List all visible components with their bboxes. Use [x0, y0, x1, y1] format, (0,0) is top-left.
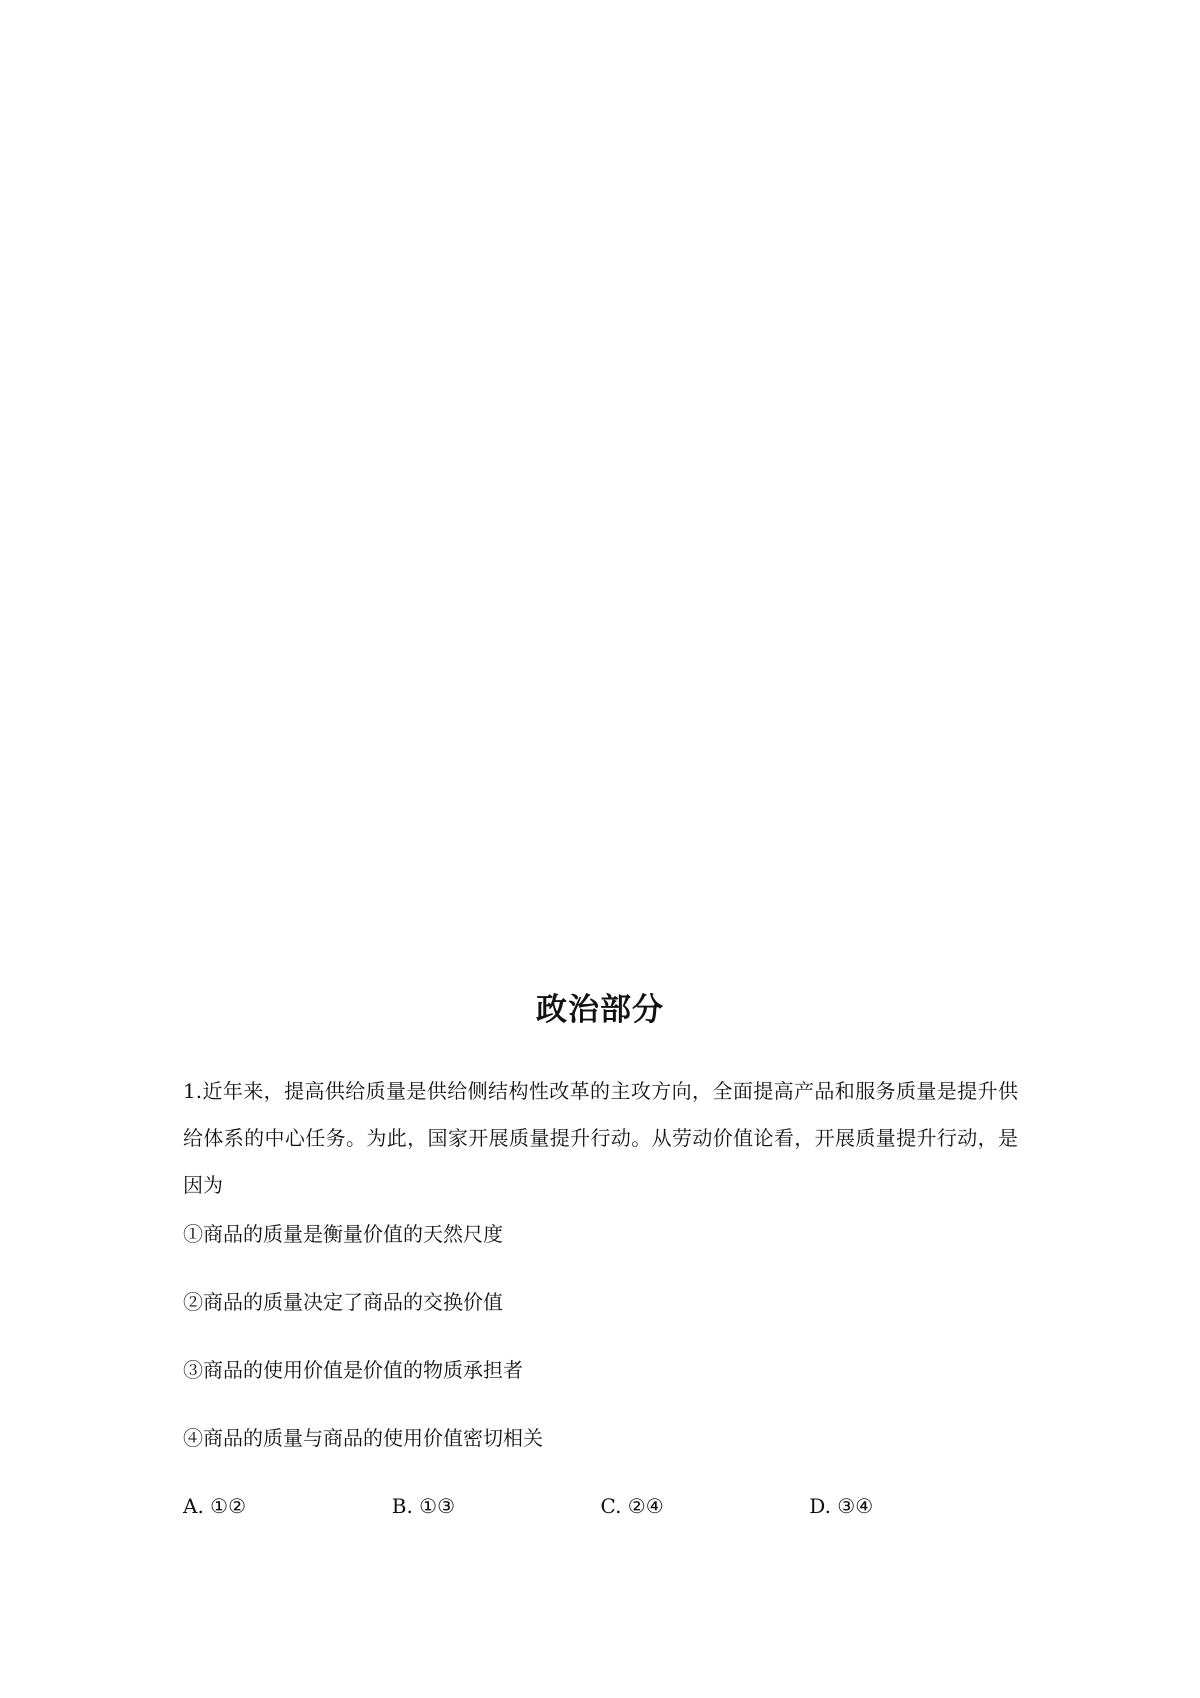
answer-choices	[183, 1491, 1018, 1521]
statement-4: ④商品的质量与商品的使用价值密切相关	[183, 1426, 543, 1450]
statement-2: ②商品的质量决定了商品的交换价值	[183, 1290, 503, 1314]
choice-a: A. ①②	[183, 1494, 247, 1518]
statement-3: ③商品的使用价值是价值的物质承担者	[183, 1358, 523, 1382]
section-title: 政治部分	[536, 992, 664, 1028]
question-1	[183, 1068, 1018, 1521]
statement-1: ①商品的质量是衡量价值的天然尺度	[183, 1222, 503, 1246]
choice-b: B. ①③	[391, 1494, 456, 1518]
choice-c: C. ②④	[600, 1494, 664, 1518]
question-stem: 1.近年来，提高供给质量是供给侧结构性改革的主攻方向，全面提高产品和服务质量是提升供给体系的中心任务。为此，国家开展质量提升行动。从劳动价值论看，开展质量提升行动，是因为	[183, 1079, 1018, 1197]
choice-d: D. ③④	[809, 1494, 874, 1518]
